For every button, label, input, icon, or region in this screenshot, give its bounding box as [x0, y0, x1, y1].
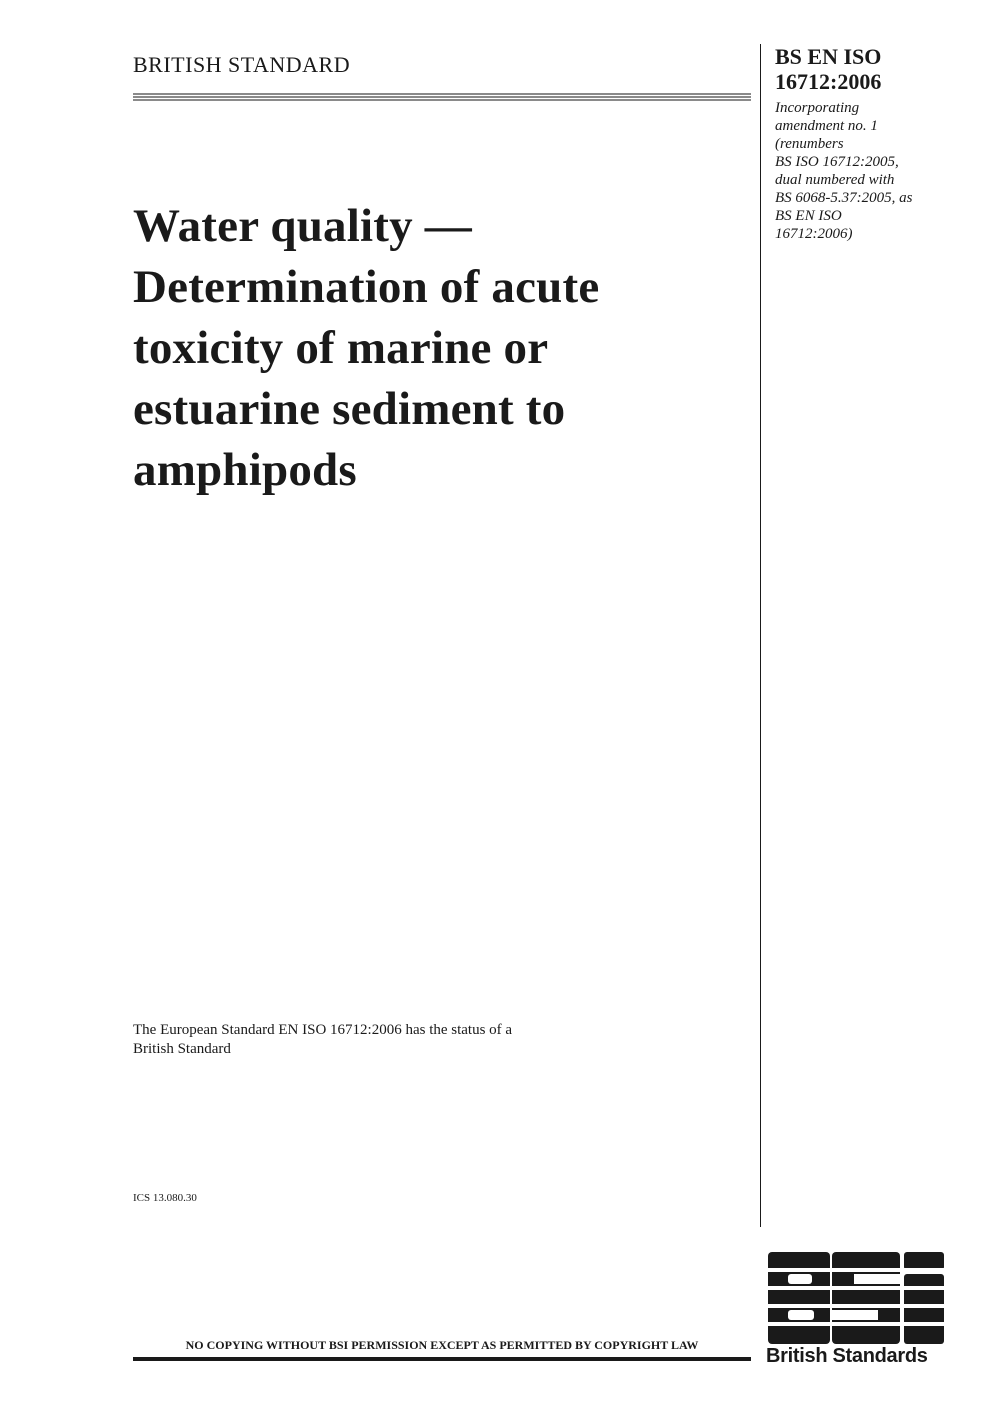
copyright-notice: NO COPYING WITHOUT BSI PERMISSION EXCEPT AS PERMITTED BY COPYRIGHT LAW	[185, 1338, 699, 1352]
footer-rule	[133, 1357, 751, 1361]
status-line: British Standard	[133, 1041, 231, 1057]
title-line: amphipods	[133, 444, 357, 496]
amendment-line: amendment no. 1	[775, 118, 878, 134]
standard-number-line-1: BS EN ISO	[775, 44, 882, 69]
ics-code: ICS 13.080.30	[133, 1192, 197, 1204]
amendment-line: dual numbered with	[775, 172, 895, 188]
amendment-line: Incorporating	[775, 100, 860, 116]
amendment-note	[775, 99, 965, 243]
header-band	[133, 93, 751, 102]
vertical-divider	[760, 44, 761, 1227]
document-title	[133, 196, 753, 501]
title-line: toxicity of marine or	[133, 322, 549, 374]
amendment-line: BS 6068-5.37:2005, as	[775, 190, 913, 206]
amendment-line: (renumbers	[775, 136, 844, 152]
title-line: Water quality —	[133, 200, 472, 252]
series-label: BRITISH STANDARD	[133, 52, 351, 77]
amendment-line: 16712:2006)	[775, 226, 853, 242]
title-line: Determination of acute	[133, 261, 600, 313]
amendment-line: BS ISO 16712:2005,	[775, 154, 899, 170]
bsi-logo-mark	[768, 1252, 944, 1344]
status-line: The European Standard EN ISO 16712:2006 has the status of a	[133, 1022, 513, 1038]
standard-number	[775, 44, 881, 94]
amendment-line: BS EN ISO	[775, 208, 842, 224]
standard-number-line-2: 16712:2006	[775, 69, 882, 94]
status-statement	[133, 1021, 512, 1059]
bsi-wordmark: British Standards	[766, 1345, 928, 1367]
title-line: estuarine sediment to	[133, 383, 566, 435]
